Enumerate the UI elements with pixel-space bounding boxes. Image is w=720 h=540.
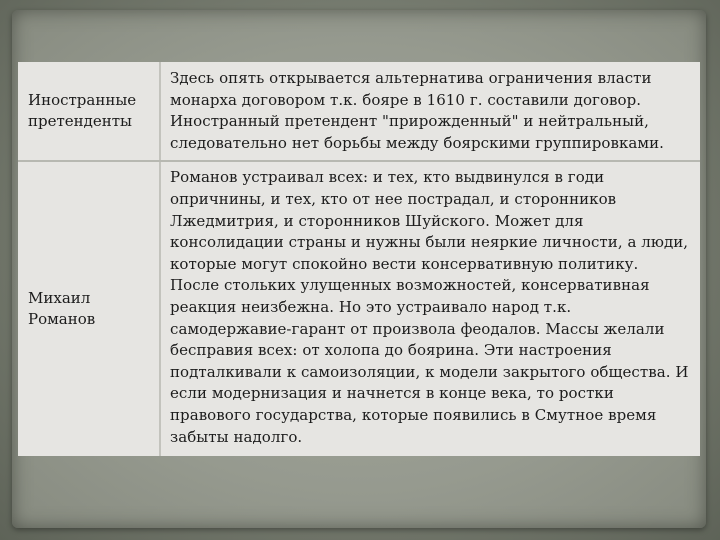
table-row xyxy=(18,62,700,162)
row-heading: Михаил Романов xyxy=(18,162,161,456)
row-description: Здесь опять открывается альтернатива ограничения власти монарха договором т.к. бояре в 1610 г. составили договор. Иностранный претендент "прирожденный" и нейтральный, следовательно нет борьбы между боярскими группировками. xyxy=(170,69,664,152)
row-description: Романов устраивал всех: и тех, кто выдвинулся в годи опричнины, и тех, кто от нее пострадал, и сторонников Лжедмитрия, и сторонников Шуйского. Может для консолидации страны и нужны были неяркие личности, а люди, которые могут спокойно вести консервативную политику. После стольких улущенных возможностей, консервативная реакция неизбежна. Но это устраивало народ т.к. самодержавие-гарант от произвола феодалов. Массы желали бесправия всех: от холопа до боярина. Эти настроения подталкивали к самоизоляции, к модели закрытого общества. И если модернизация и начнется в конце века, то ростки правового государства, которые появились в Смутное время забыты надолго. xyxy=(170,168,689,446)
table-row xyxy=(18,162,700,456)
row-heading: Иностранные претенденты xyxy=(18,62,161,160)
content-table xyxy=(18,62,700,456)
